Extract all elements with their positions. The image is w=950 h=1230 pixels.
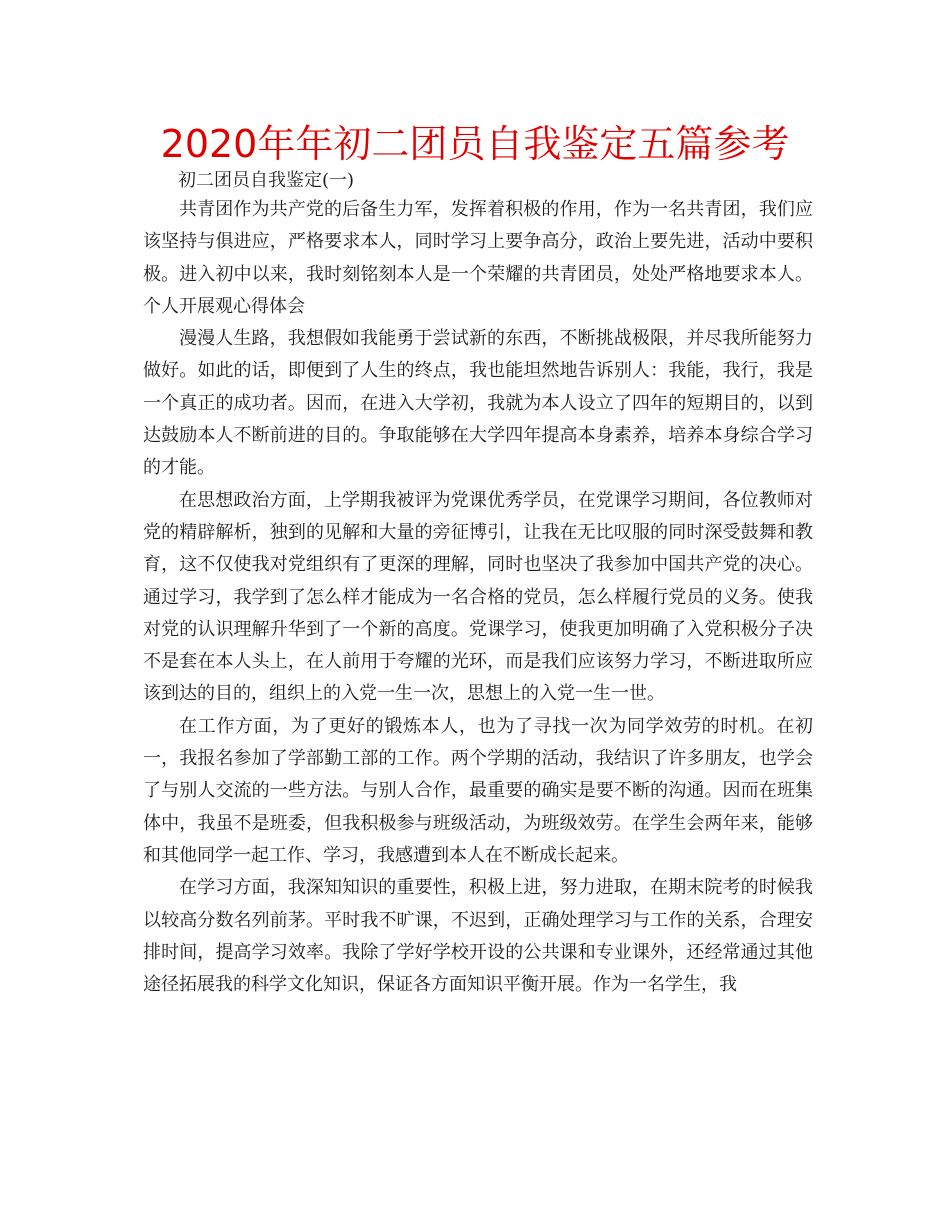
paragraph: 在工作方面，为了更好的锻炼本人，也为了寻找一次为同学效劳的时机。在初一，我报名参加了学部勤工部的工作。两个学期的活动，我结识了许多朋友，也学会了与别人交流的一些方法。与别人合作，最重要的确实是要不断的沟通。因而在班集体中，我虽不是班委，但我积极参与班级活动，为班级效劳。在学生会两年来，能够和其他同学一起工作、学习，我感遭到本人在不断成长起来。	[143, 715, 813, 866]
paragraph: 在学习方面，我深知知识的重要性，积极上进，努力进取，在期末院考的时候我以较高分数名列前茅。平时我不旷课，不迟到，正确处理学习与工作的关系，合理安排时间，提高学习效率。我除了学好学校开设的公共课和专业课外，还经常通过其他途径拓展我的科学文化知识，保证各方面知识平衡开展。作为一名学生，我	[143, 877, 813, 996]
section-heading: 初二团员自我鉴定(一)	[178, 170, 355, 191]
document-title: 2020年年初二团员自我鉴定五篇参考	[160, 122, 790, 166]
paragraph: 共青团作为共产党的后备生力军，发挥着积极的作用，作为一名共青团，我们应该坚持与俱进应，严格要求本人，同时学习上要争高分，政治上要先进，活动中要积极。进入初中以来，我时刻铭刻本人是一个荣耀的共青团员，处处严格地要求本人。个人开展观心得体会	[143, 199, 813, 317]
paragraph: 在思想政治方面，上学期我被评为党课优秀学员，在党课学习期间，各位教师对党的精辟解析，独到的见解和大量的旁征博引，让我在无比叹服的同时深受鼓舞和教育，这不仅使我对党组织有了更深的理解，同时也坚决了我参加中国共产党的决心。通过学习，我学到了怎么样才能成为一名合格的党员，怎么样履行党员的义务。使我对党的认识理解升华到了一个新的高度。党课学习，使我更加明确了入党积极分子决不是套在本人头上，在人前用于夸耀的光环，而是我们应该努力学习，不断进取所应该到达的目的，组织上的入党一生一次，思想上的入党一生一世。	[143, 489, 813, 705]
document-body	[143, 194, 813, 1001]
paragraph: 漫漫人生路，我想假如我能勇于尝试新的东西，不断挑战极限，并尽我所能努力做好。如此的话，即便到了人生的终点，我也能坦然地告诉别人：我能，我行，我是一个真正的成功者。因而，在进入大学初，我就为本人设立了四年的短期目的，以到达鼓励本人不断前进的目的。争取能够在大学四年提高本身素养，培养本身综合学习的才能。	[143, 328, 813, 479]
